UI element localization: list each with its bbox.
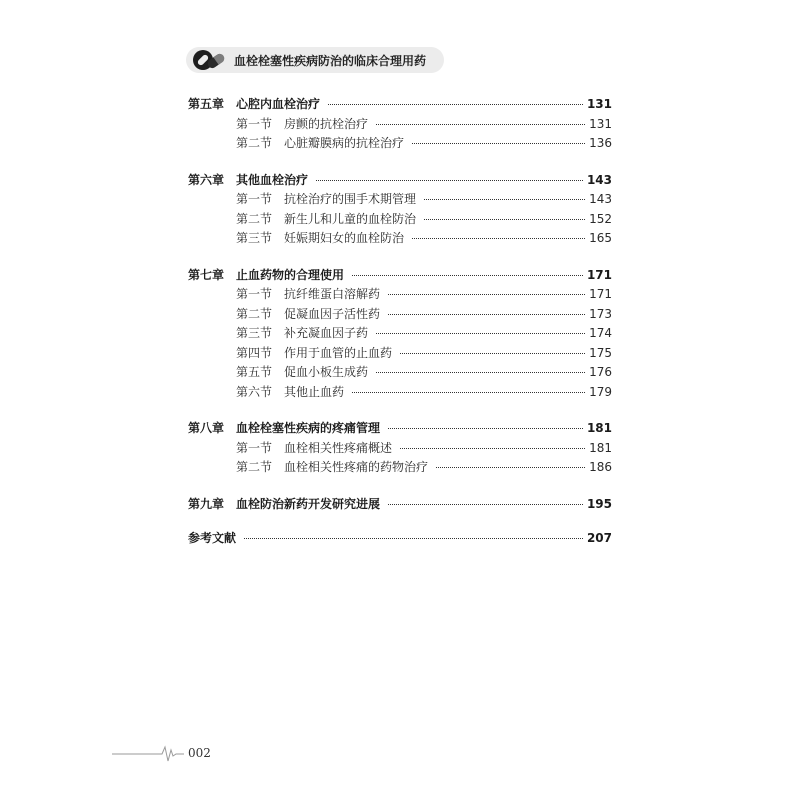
section-entry-title: 房颤的抗栓治疗 (284, 116, 369, 131)
chapter-entry[interactable] (188, 171, 612, 191)
chapter-entry-title: 心腔内血栓治疗 (236, 97, 321, 111)
chapter-entry[interactable] (188, 495, 612, 515)
section-entry-page: 186 (589, 460, 612, 474)
chapter-entry-page: 131 (586, 97, 612, 111)
section-entry[interactable] (188, 134, 612, 154)
dot-leader (388, 293, 585, 295)
section-entry-number: 第一节 (236, 440, 273, 455)
dot-leader (424, 198, 585, 200)
section-entry-number: 第二节 (236, 136, 273, 150)
dot-leader (352, 274, 583, 276)
section-entry-page: 176 (589, 365, 612, 379)
section-entry-number: 第一节 (236, 192, 273, 206)
section-entry-title: 心脏瓣膜病的抗栓治疗 (284, 136, 405, 150)
section-entry-number: 第二节 (236, 211, 273, 226)
section-entry-title: 作用于血管的止血药 (284, 345, 393, 360)
dot-leader (376, 332, 585, 334)
toc-chapter (188, 95, 612, 154)
section-entry[interactable] (188, 344, 612, 364)
section-entry-title: 新生儿和儿童的血栓防治 (284, 211, 417, 226)
section-entry[interactable] (188, 305, 612, 325)
dot-leader (376, 371, 585, 373)
references-entry[interactable] (188, 529, 612, 549)
section-entry[interactable] (188, 285, 612, 305)
section-entry-page: 175 (589, 345, 612, 360)
chapter-entry-title: 止血药物的合理使用 (236, 267, 345, 282)
references-entry-page: 207 (586, 531, 612, 545)
dot-leader (388, 427, 583, 429)
toc-chapter (188, 266, 612, 403)
section-entry-title: 补充凝血因子药 (284, 326, 369, 340)
chapter-entry-page: 181 (586, 421, 612, 435)
section-entry[interactable] (188, 363, 612, 383)
section-entry-number: 第五节 (236, 365, 273, 379)
dot-leader (352, 391, 585, 393)
section-entry-title: 抗纤维蛋白溶解药 (284, 287, 381, 301)
dot-leader (412, 237, 585, 239)
section-entry-title: 血栓相关性疼痛概述 (284, 440, 393, 455)
section-entry-page: 152 (589, 211, 612, 226)
section-entry[interactable] (188, 115, 612, 135)
dot-leader (388, 313, 585, 315)
chapter-entry-number: 第五章 (188, 97, 225, 111)
chapter-entry-page: 143 (586, 172, 612, 187)
section-entry[interactable] (188, 190, 612, 210)
dot-leader (244, 537, 583, 539)
chapter-entry-number: 第七章 (188, 267, 225, 282)
chapter-entry[interactable] (188, 266, 612, 286)
section-entry-title: 促凝血因子活性药 (284, 306, 381, 321)
section-entry-page: 171 (589, 287, 612, 301)
section-entry-title: 其他止血药 (284, 384, 345, 399)
dot-leader (388, 503, 583, 505)
capsule-pill-icon (192, 49, 226, 71)
chapter-entry-number: 第六章 (188, 172, 225, 187)
references-entry-title: 参考文献 (188, 531, 237, 545)
chapter-entry-title: 血栓栓塞性疾病的疼痛管理 (236, 421, 381, 435)
toc-chapter (188, 171, 612, 249)
section-entry-title: 促血小板生成药 (284, 365, 369, 379)
dot-leader (376, 123, 585, 125)
running-header (186, 47, 444, 73)
dot-leader (436, 466, 585, 468)
section-entry-page: 181 (589, 440, 612, 455)
chapter-entry-number: 第九章 (188, 496, 225, 511)
section-entry-title: 抗栓治疗的围手术期管理 (284, 192, 417, 206)
header-title: 血栓栓塞性疾病防治的临床合理用药 (234, 53, 427, 68)
section-entry-page: 143 (589, 192, 612, 206)
section-entry-page: 131 (589, 116, 612, 131)
section-entry-number: 第四节 (236, 345, 273, 360)
dot-leader (328, 103, 583, 105)
section-entry-number: 第六节 (236, 384, 273, 399)
section-entry[interactable] (188, 229, 612, 249)
section-entry-number: 第一节 (236, 116, 273, 131)
section-entry-number: 第三节 (236, 231, 273, 245)
dot-leader (424, 218, 585, 220)
dot-leader (316, 179, 583, 181)
dot-leader (400, 352, 585, 354)
chapter-entry-title: 其他血栓治疗 (236, 172, 309, 187)
section-entry[interactable] (188, 439, 612, 459)
section-entry-number: 第二节 (236, 306, 273, 321)
section-entry-number: 第三节 (236, 326, 273, 340)
section-entry-page: 173 (589, 306, 612, 321)
section-entry-page: 174 (589, 326, 612, 340)
section-entry[interactable] (188, 324, 612, 344)
section-entry-title: 妊娠期妇女的血栓防治 (284, 231, 405, 245)
chapter-entry[interactable] (188, 419, 612, 439)
section-entry-number: 第一节 (236, 287, 273, 301)
section-entry[interactable] (188, 458, 612, 478)
page-footer (112, 744, 232, 764)
chapter-entry-title: 血栓防治新药开发研究进展 (236, 496, 381, 511)
section-entry-title: 血栓相关性疼痛的药物治疗 (284, 460, 429, 474)
section-entry-number: 第二节 (236, 460, 273, 474)
toc-chapter (188, 495, 612, 515)
dot-leader (412, 142, 585, 144)
page-number: 002 (188, 746, 211, 760)
section-entry[interactable] (188, 210, 612, 230)
toc-chapter (188, 419, 612, 478)
section-entry-page: 179 (589, 384, 612, 399)
chapter-entry-page: 195 (586, 496, 612, 511)
chapter-entry-number: 第八章 (188, 421, 225, 435)
section-entry-page: 165 (589, 231, 612, 245)
heartbeat-line-icon (112, 744, 192, 764)
table-of-contents (188, 95, 612, 549)
section-entry[interactable] (188, 383, 612, 403)
chapter-entry[interactable] (188, 95, 612, 115)
chapter-entry-page: 171 (586, 267, 612, 282)
dot-leader (400, 447, 585, 449)
section-entry-page: 136 (589, 136, 612, 150)
